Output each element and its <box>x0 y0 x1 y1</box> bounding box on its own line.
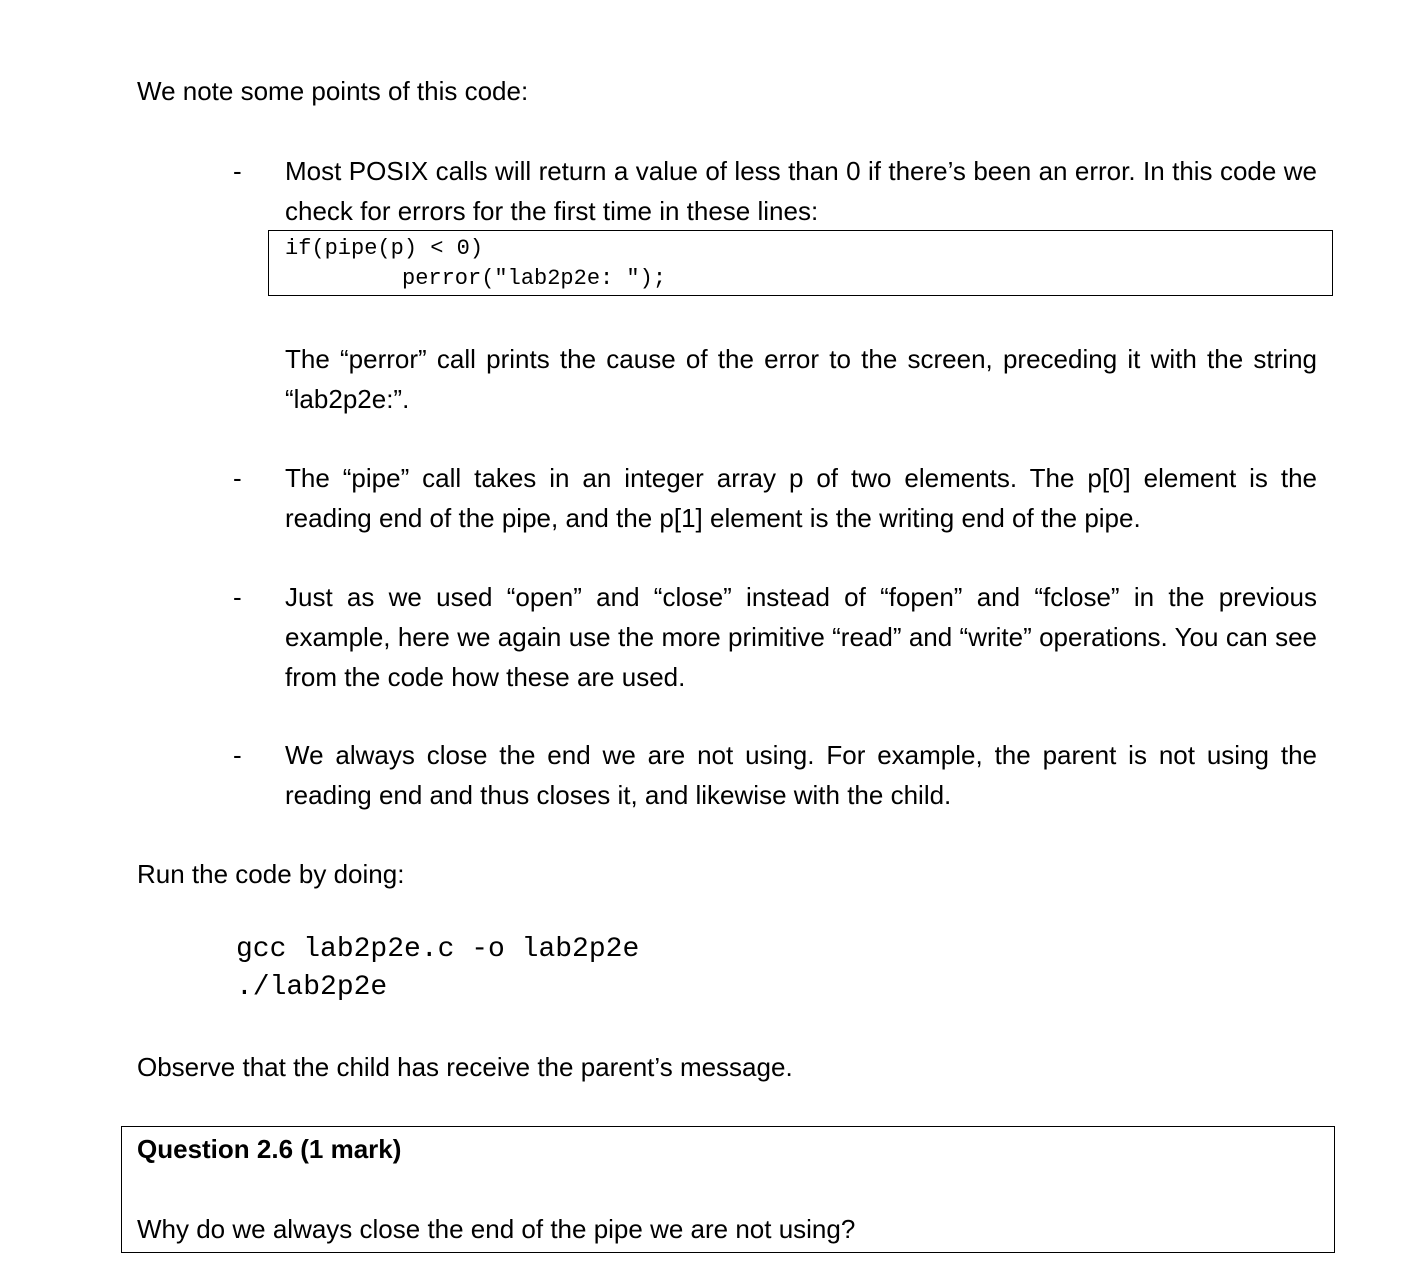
bullet-marker: - <box>233 740 242 770</box>
bullet-text-pipe-call: The “pipe” call takes in an integer array p of two elements. The p[0] element is the reading end of the pipe, and the p[1] element is the writing end of the pipe. <box>285 463 1317 533</box>
intro-text: We note some points of this code: <box>137 76 529 106</box>
bullet-marker: - <box>233 463 242 493</box>
question-box <box>121 1126 1335 1253</box>
bullet-marker: - <box>233 582 242 612</box>
command-compile: gcc lab2p2e.c -o lab2p2e <box>236 934 640 965</box>
perror-explanation: The “perror” call prints the cause of the error to the screen, preceding it with the string “lab2p2e:”. <box>285 344 1317 414</box>
bullet-marker: - <box>233 156 242 186</box>
bullet-text-close-end: We always close the end we are not using. For example, the parent is not using the reading end and thus closes it, and likewise with the child. <box>285 740 1317 810</box>
question-text: Why do we always close the end of the pipe we are not using? <box>137 1214 856 1244</box>
command-run: ./lab2p2e <box>236 972 388 1003</box>
bullet-text-posix-errors: Most POSIX calls will return a value of less than 0 if there’s been an error. In this code we check for errors for the first time in these lines: <box>285 156 1317 226</box>
question-title: Question 2.6 (1 mark) <box>137 1134 402 1164</box>
code-line-1: if(pipe(p) < 0) <box>285 236 484 261</box>
code-line-2: perror("lab2p2e: "); <box>402 266 667 291</box>
bullet-text-read-write: Just as we used “open” and “close” instead of “fopen” and “fclose” in the previous example, here we again use the more primitive “read” and “write” operations. You can see from the code how these are used. <box>285 582 1317 692</box>
observe-text: Observe that the child has receive the parent’s message. <box>137 1052 793 1082</box>
code-snippet-box <box>268 230 1333 296</box>
run-heading: Run the code by doing: <box>137 859 405 889</box>
